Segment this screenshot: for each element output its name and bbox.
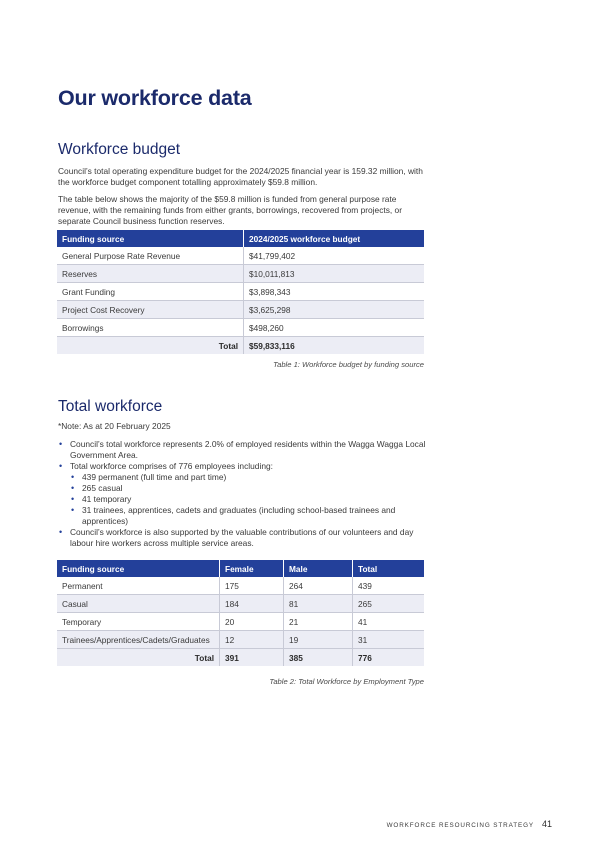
list-item	[58, 527, 428, 549]
table-cell: 439	[353, 577, 425, 595]
total-workforce-heading: Total workforce	[58, 398, 163, 415]
table-cell: 31	[353, 631, 425, 649]
total-value: 776	[353, 649, 425, 667]
table-cell: 264	[284, 577, 353, 595]
budget-table-header-row	[57, 230, 424, 247]
workforce-table	[57, 560, 424, 666]
list-item	[70, 472, 428, 483]
total-label: Total	[57, 649, 220, 667]
bullet-text: 41 temporary	[82, 494, 132, 504]
table-cell: Project Cost Recovery	[57, 301, 244, 319]
workforce-bullet-list	[58, 439, 428, 549]
table-cell: Borrowings	[57, 319, 244, 337]
bullet-text: 439 permanent (full time and part time)	[82, 472, 227, 482]
table-cell: Grant Funding	[57, 283, 244, 301]
table-cell: 21	[284, 613, 353, 631]
budget-col-funding-source: Funding source	[57, 230, 244, 247]
table-cell: $3,898,343	[244, 283, 425, 301]
table-1-caption: Table 1: Workforce budget by funding source	[273, 360, 424, 369]
table-cell: General Purpose Rate Revenue	[57, 247, 244, 265]
list-item	[70, 505, 428, 527]
bullet-text: Council’s workforce is also supported by the valuable contributions of our volunteers and day labour hire workers across multiple service areas.	[70, 527, 414, 548]
table-cell: 19	[284, 631, 353, 649]
table-cell: 184	[220, 595, 284, 613]
workforce-note: *Note: As at 20 February 2025	[58, 421, 171, 431]
table-cell: 265	[353, 595, 425, 613]
footer-label: WORKFORCE RESOURCING STRATEGY	[386, 822, 534, 829]
total-label: Total	[57, 337, 244, 355]
workforce-col-male: Male	[284, 560, 353, 577]
table-row	[57, 631, 424, 649]
budget-total-row	[57, 337, 424, 355]
workforce-total-row	[57, 649, 424, 667]
total-value: 391	[220, 649, 284, 667]
table-row	[57, 301, 424, 319]
workforce-col-total: Total	[353, 560, 425, 577]
budget-col-workforce-budget: 2024/2025 workforce budget	[244, 230, 425, 247]
list-item	[58, 439, 428, 461]
page-title: Our workforce data	[58, 86, 252, 110]
table-cell: 12	[220, 631, 284, 649]
table-2-caption: Table 2: Total Workforce by Employment Type	[269, 677, 424, 686]
budget-paragraph-1: Council’s total operating expenditure budget for the 2024/2025 financial year is 159.32 million, with the workforce budget component totalling approximately $59.8 million.	[58, 166, 423, 187]
bullet-text: 31 trainees, apprentices, cadets and graduates (including school-based trainees and apprentices)	[82, 505, 396, 526]
table-cell: 81	[284, 595, 353, 613]
table-row	[57, 283, 424, 301]
sub-bullet-list	[70, 472, 428, 527]
table-row	[57, 613, 424, 631]
table-cell: $41,799,402	[244, 247, 425, 265]
page-footer	[387, 819, 552, 829]
table-cell: Casual	[57, 595, 220, 613]
budget-paragraph-2: The table below shows the majority of the $59.8 million is funded from general purpose rate revenue, with the remaining funds from either grants, borrowings, recovered from projects, or separate Council business function reserves.	[58, 194, 402, 226]
workforce-budget-heading: Workforce budget	[58, 141, 181, 158]
table-row	[57, 319, 424, 337]
table-cell: 175	[220, 577, 284, 595]
table-row	[57, 577, 424, 595]
table-row	[57, 265, 424, 283]
table-row	[57, 247, 424, 265]
workforce-col-female: Female	[220, 560, 284, 577]
table-cell: Permanent	[57, 577, 220, 595]
total-value: 385	[284, 649, 353, 667]
bullet-text: Total workforce comprises of 776 employees including:	[70, 461, 273, 471]
table-cell: $3,625,298	[244, 301, 425, 319]
table-cell: $10,011,813	[244, 265, 425, 283]
table-cell: 20	[220, 613, 284, 631]
list-item	[70, 494, 428, 505]
table-cell: $498,260	[244, 319, 425, 337]
table-cell: Temporary	[57, 613, 220, 631]
page-number: 41	[541, 819, 552, 829]
budget-table	[57, 230, 424, 354]
bullet-text: Council’s total workforce represents 2.0% of employed residents within the Wagga Wagga Local Government Area.	[70, 439, 426, 460]
table-cell: Trainees/Apprentices/Cadets/Graduates	[57, 631, 220, 649]
list-item	[70, 483, 428, 494]
table-cell: 41	[353, 613, 425, 631]
bullet-text: 265 casual	[82, 483, 123, 493]
workforce-table-header-row	[57, 560, 424, 577]
workforce-col-funding-source: Funding source	[57, 560, 220, 577]
table-row	[57, 595, 424, 613]
total-value: $59,833,116	[244, 337, 425, 355]
list-item	[58, 461, 428, 527]
table-cell: Reserves	[57, 265, 244, 283]
